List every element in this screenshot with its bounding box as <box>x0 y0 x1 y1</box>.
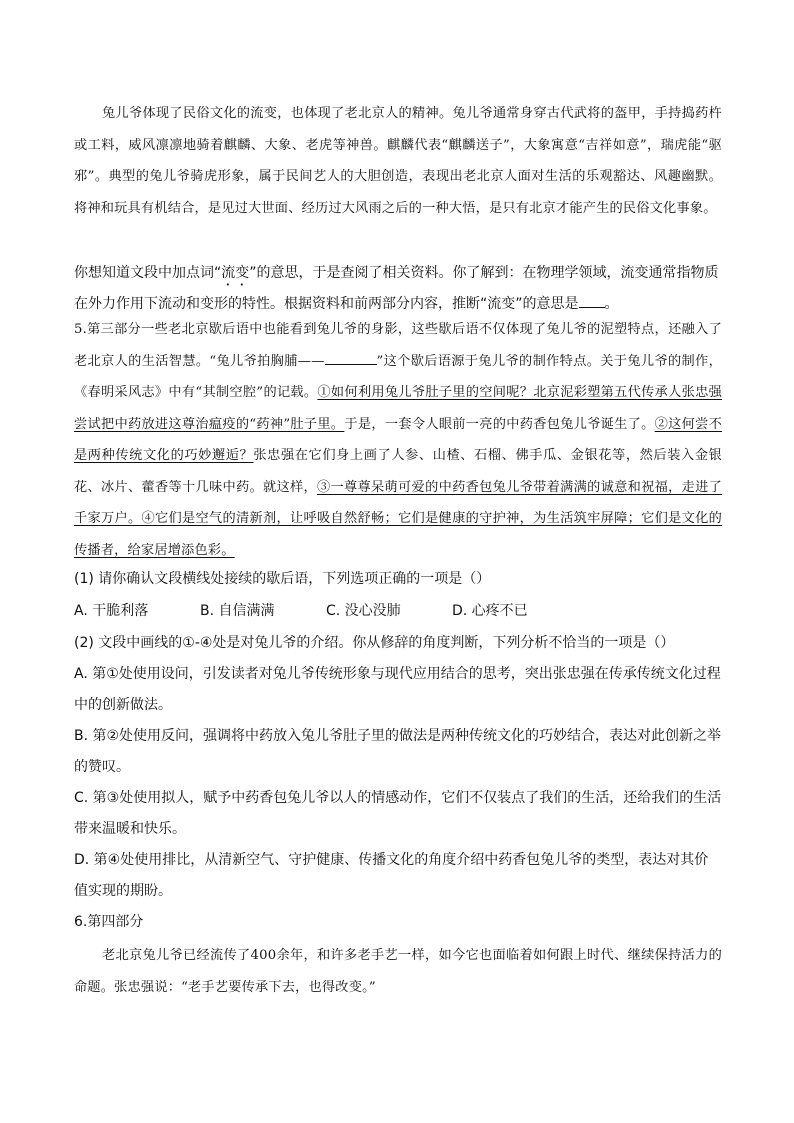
option-a[interactable]: A. 干脆利落 <box>74 603 149 619</box>
q6-title-text: 6.第四部分 <box>74 914 144 930</box>
sub2-option-b[interactable] <box>74 721 722 783</box>
sub2-option-d[interactable] <box>74 845 722 907</box>
q5-middle: ”这个歇后语源于兔儿爷的制作特点。关于兔儿爷的制作，《春明采风志》中有“其制空腔”的记载。 <box>74 353 722 400</box>
option-b[interactable]: B. 自信满满 <box>200 603 275 619</box>
answer-blank[interactable] <box>579 293 605 308</box>
question-6-title <box>74 907 722 938</box>
q5-intro: 5.第三部分一些老北京歇后语中也能看到兔儿爷的身影，这些歇后语不仅体现了兔儿爷的泥塑特点，还融入了老北京人的生活智慧。“兔儿爷拍胸脯—— <box>74 322 722 369</box>
passage-part4 <box>74 940 722 1003</box>
option-b-text: B. 第②处使用反问，强调将中药放入兔儿爷肚子里的做法是两种传统文化的巧妙结合，表达对此创新之举的赞叹。 <box>74 728 722 775</box>
sub1-question-text: (1) 请你确认文段横线处接续的歇后语，下列选项正确的一项是（） <box>74 571 491 587</box>
question-text: 你想知道文段中加点词“ <box>74 265 222 281</box>
passage-text: 兔儿爷体现了民俗文化的流变，也体现了老北京人的精神。兔儿爷通常身穿古代武将的盔甲，手持捣药杵或工料，威风凛凛地骑着麒麟、大象、老虎等神兽。麒麟代表“麒麟送子”，大象寓意“吉祥如意”，瑞虎能“驱邪”。典型的兔儿爷骑虎形象，属于民间艺人的大胆创造，表现出老北京人面对生活的乐观豁达、风趣幽默。将神和玩具有机结合，是见过大世面、经历过大风雨之后的一种大悟，是只有北京才能产生的民俗文化事象。 <box>74 106 722 216</box>
xiehouyu-blank[interactable] <box>325 350 377 365</box>
question-liubian <box>74 258 722 320</box>
question-end: 。 <box>604 296 619 312</box>
question-5 <box>74 314 722 566</box>
passage-part4-text: 老北京兔儿爷已经流传了400余年，和许多老手艺一样，如今它也面临着如何跟上时代、继续保持活力的命题。张忠强说：“老手艺要传承下去，也得改变。” <box>74 948 722 995</box>
sub-question-2 <box>74 628 722 659</box>
underlined-sentence-3: ③一尊尊呆萌可爱的中药香包兔儿爷带着满满的诚意和祝福，走进了千家万户。 <box>74 479 722 526</box>
question-text-cont: ”的意思，于是查阅了相关资料。你了解到：在物理学领域，流变通常指物质在外力作用下流动和变形的特性。根据资料和前两部分内容，推断“流变”的意思是 <box>74 265 719 312</box>
option-a-text: A. 第①处使用设问，引发读者对兔儿爷传统形象与现代应用结合的思考，突出张忠强在传承传统文化过程中的创新做法。 <box>74 666 721 713</box>
sub1-options <box>74 596 722 627</box>
option-c-text: C. 第③处使用拟人，赋予中药香包兔儿爷以人的情感动作，它们不仅装点了我们的生活，还给我们的生活带来温暖和快乐。 <box>74 790 722 837</box>
option-d-text: D. 第④处使用排比，从清新空气、守护健康、传播文化的角度介绍中药香包兔儿爷的类型，表达对其价值实现的期盼。 <box>74 852 709 899</box>
underlined-sentence-4: ④它们是空气的清新剂，让呼吸自然舒畅；它们是健康的守护神，为生活筑牢屏障；它们是文化的传播者，给家居增添色彩。 <box>74 511 722 558</box>
q5-text-2: 张忠强在它们身上画了人参、山楂、石榴、佛手瓜、金银花等，然后装入金银花、冰片、藿香等十几味中药。就这样， <box>74 448 723 495</box>
underlined-sentence-2: ②这何尝不是两种传统文化的巧妙邂逅？ <box>74 416 723 463</box>
sub-question-1 <box>74 564 722 595</box>
q5-text-1: 于是，一套令人眼前一亮的中药香包兔儿爷诞生了。 <box>344 416 655 432</box>
sub2-option-a[interactable] <box>74 659 722 721</box>
sub2-question-text: (2) 文段中画线的①-④处是对兔儿爷的介绍。你从修辞的角度判断，下列分析不恰当的一项是（） <box>74 635 675 651</box>
dotted-word: 流变 <box>221 265 250 281</box>
sub2-option-c[interactable] <box>74 783 722 845</box>
option-c[interactable]: C. 没心没肺 <box>326 603 401 619</box>
underlined-sentence-1: ①如何利用兔儿爷肚子里的空间呢？北京泥彩塑第五代传承人张忠强尝试把中药放进这尊治瘟疫的“药神”肚子里。 <box>74 385 722 432</box>
passage-part2 <box>74 98 722 224</box>
option-d[interactable]: D. 心疼不已 <box>452 603 528 619</box>
